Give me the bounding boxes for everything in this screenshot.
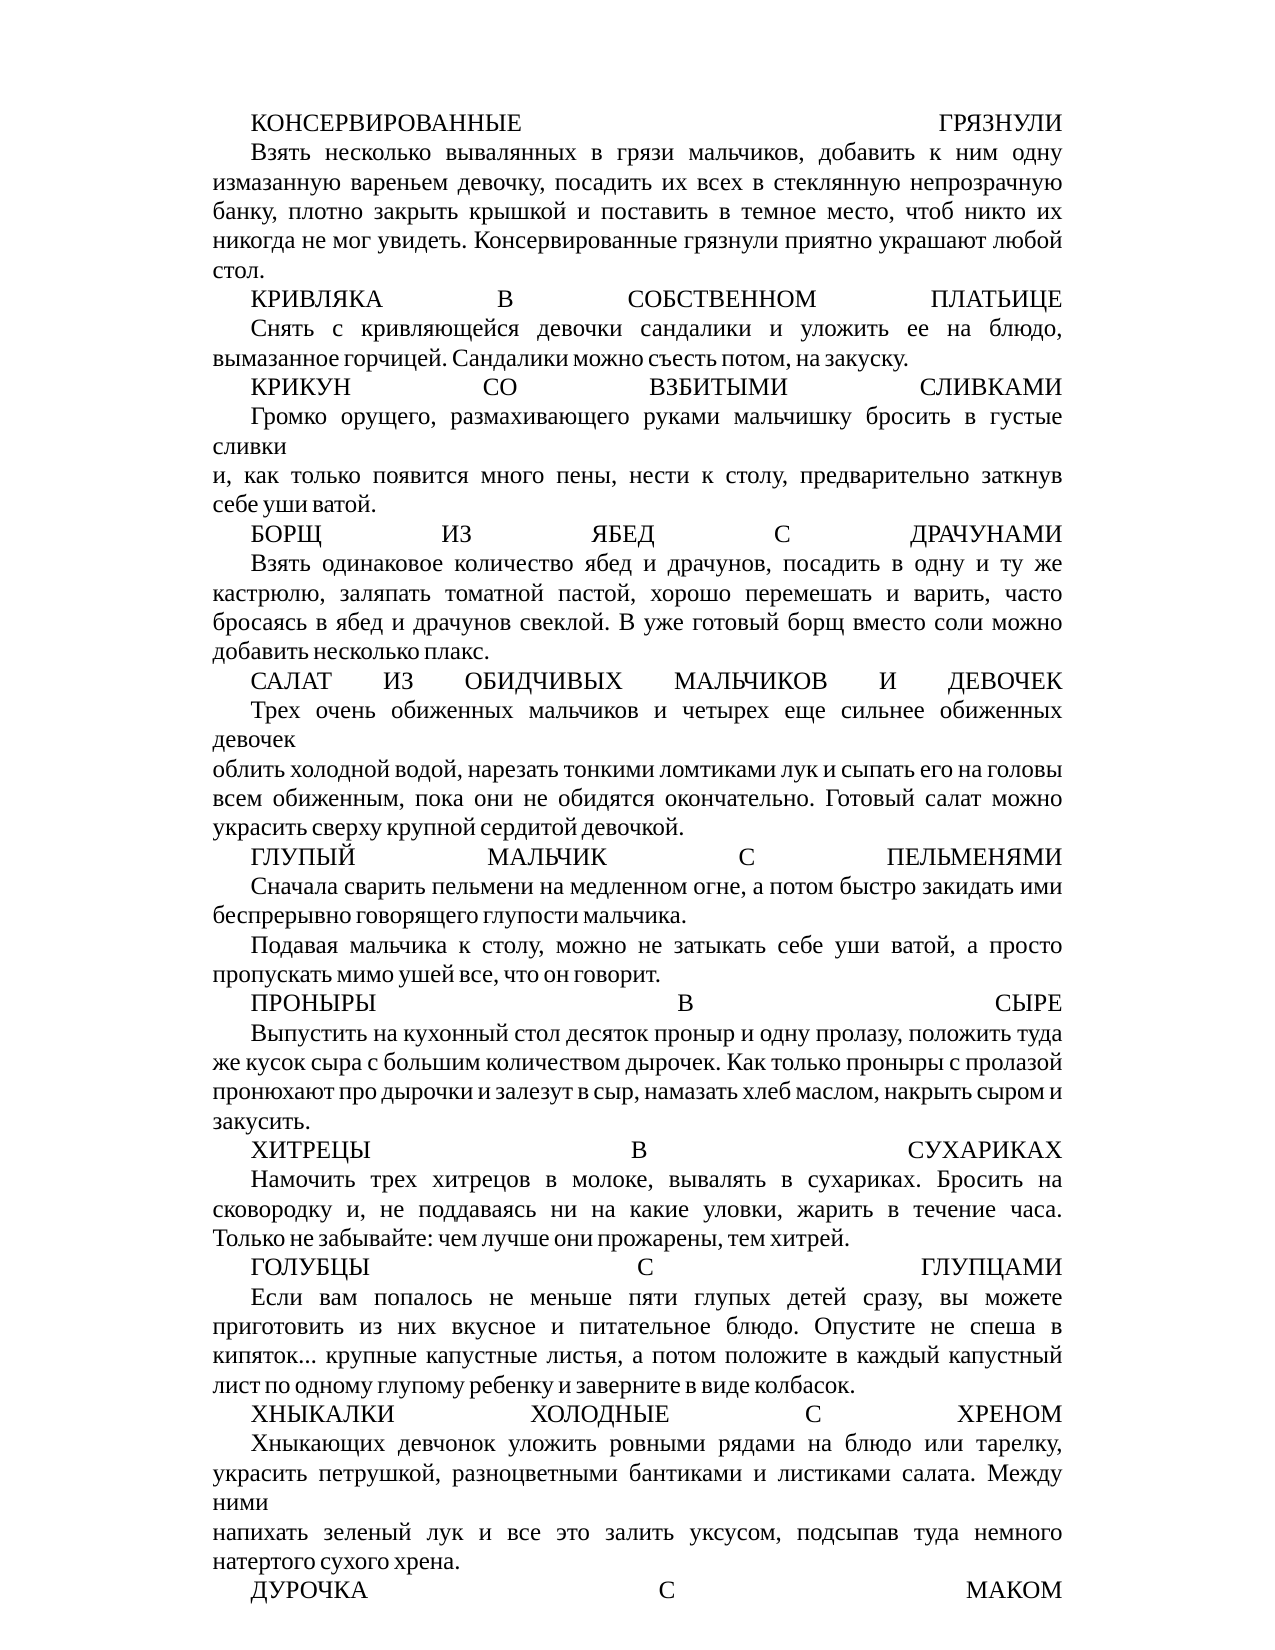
text-line: Только не забывайте: чем лучше они прожарены, тем хитрей. — [212, 1225, 851, 1253]
recipe-paragraph — [213, 696, 1063, 843]
text-line: себе уши ватой. — [212, 491, 377, 519]
text-line: Если вам попалось не меньше пяти глупых детей сразу, вы можете — [250, 1283, 1063, 1311]
text-line: Взять одинаковое количество ябед и драчунов, посадить в одну и ту же — [250, 550, 1063, 578]
text-line: никогда не мог увидеть. Консервированные грязнули приятно украшают любой — [212, 227, 1063, 255]
text-line: стол. — [212, 256, 266, 284]
text-line: Подавая мальчика к столу, можно не затыкать себе уши ватой, а просто — [250, 931, 1063, 959]
document-body — [213, 109, 1063, 1606]
recipe-title: ХНЫКАЛКИ ХОЛОДНЫЕ С ХРЕНОМ — [250, 1401, 1063, 1429]
recipe-title: ХИТРЕЦЫ В СУХАРИКАХ — [250, 1137, 1063, 1165]
text-line: пропускать мимо ушей все, что он говорит. — [212, 960, 662, 988]
text-line: пронюхают про дырочки и залезут в сыр, намазать хлеб маслом, накрыть сыром и — [212, 1078, 1063, 1106]
text-line: приготовить из них вкусное и питательное блюдо. Опустите не спеша в — [212, 1313, 1063, 1341]
recipe-title: ГОЛУБЦЫ С ГЛУПЦАМИ — [250, 1254, 1063, 1282]
text-line: добавить несколько плакс. — [212, 638, 490, 666]
recipe-title: САЛАТ ИЗ ОБИДЧИВЫХ МАЛЬЧИКОВ И ДЕВОЧЕК — [250, 667, 1063, 695]
recipe-paragraph — [213, 872, 1063, 931]
recipe-paragraph — [213, 138, 1063, 285]
text-line: кипяток... крупные капустные листья, а потом положите в каждый капустный — [212, 1342, 1063, 1370]
text-line: бросаясь в ябед и драчунов свеклой. В уже готовый борщ вместо соли можно — [212, 608, 1063, 636]
text-line: облить холодной водой, нарезать тонкими ломтиками лук и сыпать его на головы — [212, 755, 1063, 783]
text-line: Выпустить на кухонный стол десяток проныр и одну пролазу, положить туда — [250, 1019, 1063, 1047]
text-line: сковородку и, не поддаваясь ни на какие уловки, жарить в течение часа. — [212, 1195, 1063, 1223]
recipe-paragraph — [213, 1283, 1063, 1400]
document-page — [213, 0, 1063, 1606]
recipe-paragraph — [213, 314, 1063, 373]
text-line: напихать зеленый лук и все это залить уксусом, подсыпав туда немного — [212, 1518, 1063, 1546]
text-line: натертого сухого хрена. — [212, 1547, 461, 1575]
text-line: украсить сверху крупной сердитой девочкой. — [212, 814, 685, 842]
text-line: измазанную вареньем девочку, посадить их всех в стеклянную непрозрачную — [212, 168, 1063, 196]
recipe-paragraph — [213, 1165, 1063, 1253]
recipe-title: КОНСЕРВИРОВАННЫЕ ГРЯЗНУЛИ — [250, 110, 1063, 137]
recipe-title: БОРЩ ИЗ ЯБЕД С ДРАЧУНАМИ — [250, 520, 1063, 548]
text-line: Взять несколько вывалянных в грязи мальчиков, добавить к ним одну — [250, 139, 1063, 167]
text-line: беспрерывно говорящего глупости мальчика. — [212, 902, 688, 930]
text-line: и, как только появится много пены, нести к столу, предварительно заткнув — [212, 462, 1063, 490]
text-line: кастрюлю, заляпать томатной пастой, хорошо перемешать и варить, часто — [212, 579, 1063, 607]
text-line: вымазанное горчицей. Сандалики можно съесть потом, на закуску. — [212, 344, 909, 372]
recipe-title: ДУРОЧКА С МАКОМ — [250, 1577, 1063, 1605]
recipe-title: ПРОНЫРЫ В СЫРЕ — [250, 990, 1063, 1018]
recipe-paragraph — [213, 1019, 1063, 1136]
text-line: же кусок сыра с большим количеством дырочек. Как только проныры с пролазой — [212, 1049, 1063, 1076]
text-line: украсить петрушкой, разноцветными бантиками и листиками салата. Между ними — [212, 1459, 1063, 1517]
recipe-paragraph — [213, 402, 1063, 519]
recipe-title: ГЛУПЫЙ МАЛЬЧИК С ПЕЛЬМЕНЯМИ — [250, 843, 1063, 871]
recipe-title: КРИВЛЯКА В СОБСТВЕННОМ ПЛАТЬИЦЕ — [250, 286, 1063, 314]
text-line: Хныкающих девчонок уложить ровными рядами на блюдо или тарелку, — [250, 1430, 1063, 1458]
text-line: Громко орущего, размахивающего руками мальчишку бросить в густые сливки — [212, 403, 1063, 460]
text-line: всем обиженным, пока они не обидятся окончательно. Готовый салат можно — [212, 784, 1063, 812]
text-line: Трех очень обиженных мальчиков и четырех еще сильнее обиженных девочек — [212, 696, 1063, 754]
text-line: Намочить трех хитрецов в молоке, вывалять в сухариках. Бросить на — [250, 1166, 1063, 1194]
text-line: закусить. — [212, 1107, 311, 1135]
text-line: банку, плотно закрыть крышкой и поставить в темное место, чтоб никто их — [212, 198, 1063, 226]
recipe-paragraph — [213, 549, 1063, 666]
recipe-title: КРИКУН СО ВЗБИТЫМИ СЛИВКАМИ — [250, 374, 1063, 402]
recipe-paragraph — [213, 1429, 1063, 1576]
recipe-paragraph — [213, 931, 1063, 990]
text-line: Сначала сварить пельмени на медленном огне, а потом быстро закидать ими — [250, 872, 1063, 900]
text-line: Снять с кривляющейся девочки сандалики и уложить ее на блюдо, — [250, 315, 1063, 343]
text-line: лист по одному глупому ребенку и заверните в виде колбасок. — [212, 1371, 856, 1399]
